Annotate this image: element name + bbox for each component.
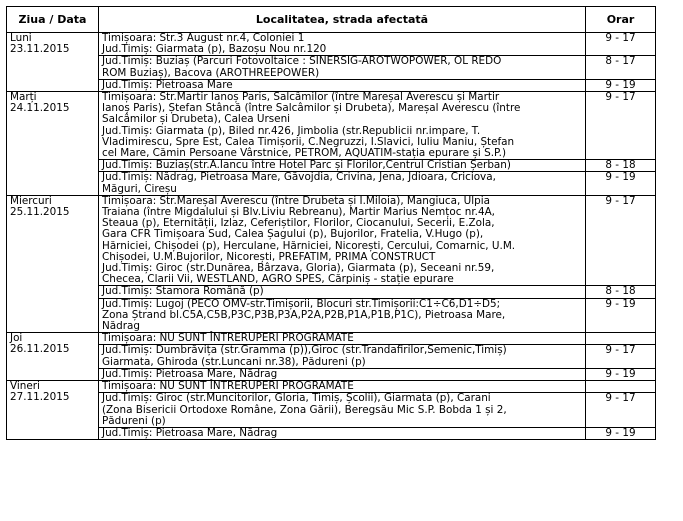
hours-cell: 9 - 17: [586, 92, 656, 160]
location-line: Giarmata, Ghiroda (str.Luncani nr.38), Pădureni (p): [102, 355, 366, 368]
location-line: Timișoara: NU SUNT ÎNTRERUPERI PROGRAMATE: [102, 380, 354, 393]
location-line: Jud.Timiș: Giarmata (p), Biled nr.426, Jimbolia (str.Republicii nr.impare, T.: [102, 124, 481, 137]
location-line: Salcâmilor și Drubeta), Calea Urseni: [102, 113, 291, 126]
header-hours: Orar: [586, 7, 656, 33]
table-row: [7, 286, 656, 298]
location-line: Vladimirescu, Spre Est, Calea Timișorii, C.Negruzzi, I.Slavici, Iuliu Maniu, Ștefan: [102, 135, 515, 148]
location-cell: [99, 368, 586, 380]
location-line: (Zona Bisericii Ortodoxe Române, Zona Gării), Beregsău Mic S.P. Bobda 1 și 2,: [102, 403, 507, 416]
day-name: Marți: [10, 91, 37, 104]
hours-cell: 9 - 19: [586, 79, 656, 91]
location-line: Timișoara: NU SUNT ÎNTRERUPERI PROGRAMATE: [102, 332, 354, 345]
schedule-body: [7, 33, 656, 440]
table-row: [7, 79, 656, 91]
header-location: Localitatea, strada afectată: [99, 7, 586, 33]
day-cell: [7, 92, 99, 196]
hours-cell: 9 - 19: [586, 298, 656, 333]
location-line: Jud.Timiș: Pietroasa Mare, Nădrag: [102, 426, 278, 439]
location-cell: [99, 333, 586, 345]
location-cell: [99, 427, 586, 439]
day-date: 24.11.2015: [10, 102, 70, 115]
header-row: [7, 7, 656, 33]
hours-cell: 9 - 17: [586, 393, 656, 428]
location-line: Jud.Timiș: Nădrag, Pietroasa Mare, Găvojdia, Crivina, Jena, Jdioara, Criciova,: [102, 171, 496, 184]
location-cell: [99, 298, 586, 333]
location-line: Jud.Timiș: Giroc (str.Dunărea, Bârzava, Gloria), Giarmata (p), Seceani nr.59,: [102, 262, 495, 275]
location-line: Traiana (între Migdalului și Blv.Liviu Rebreanu), Martir Marius Nemțoc nr.4A,: [102, 206, 495, 219]
table-row: [7, 33, 656, 56]
location-line: Steaua (p), Eternității, Izlaz, Ceferiștilor, Florilor, Ciocanului, Secerii, E.Zola,: [102, 217, 495, 230]
table-row: [7, 393, 656, 428]
location-line: Jud.Timiș: Giroc (str.Muncitorilor, Gloria, Timiș, Școlii), Giarmata (p), Carani: [102, 392, 491, 405]
location-cell: [99, 56, 586, 79]
table-row: [7, 345, 656, 368]
hours-cell: 8 - 17: [586, 56, 656, 79]
hours-cell: 9 - 17: [586, 195, 656, 286]
day-cell: [7, 33, 99, 92]
location-line: Timișoara: Str.3 August nr.4, Coloniei 1: [102, 32, 305, 44]
location-line: Jud.Timiș: Pietroasa Mare, Nădrag: [102, 367, 278, 380]
location-cell: [99, 160, 586, 172]
day-date: 27.11.2015: [10, 391, 70, 404]
location-line: Checea, Clarii Vii, WESTLAND, AGRO SPES, Cărpiniș - stație epurare: [102, 273, 454, 286]
table-row: [7, 195, 656, 286]
location-cell: [99, 33, 586, 56]
day-date: 25.11.2015: [10, 206, 70, 219]
table-row: [7, 427, 656, 439]
location-line: Ianoș Paris), Ștefan Stâncă (între Salcâmilor și Drubeta), Mareșal Averescu (între: [102, 102, 521, 115]
location-line: Jud.Timiș: Stamora Română (p): [102, 285, 264, 298]
hours-cell: 9 - 17: [586, 345, 656, 368]
table-row: [7, 172, 656, 195]
table-row: [7, 160, 656, 172]
location-line: Măguri, Cireșu: [102, 182, 177, 195]
location-cell: [99, 345, 586, 368]
location-line: Jud.Timiș: Buziaș(str.A.Iancu între Hotel Parc și Florilor,Centrul Cristian Șerban): [102, 159, 511, 172]
day-cell: [7, 195, 99, 332]
location-cell: [99, 381, 586, 393]
day-cell: [7, 381, 99, 440]
day-name: Miercuri: [10, 194, 52, 207]
location-line: Zona Ștrand bl.C5A,C5B,P3C,P3B,P3A,P2A,P2B,P1A,P1B,P1C), Pietroasa Mare,: [102, 308, 506, 321]
day-name: Vineri: [10, 380, 40, 393]
hours-cell: 9 - 19: [586, 368, 656, 380]
location-cell: [99, 286, 586, 298]
location-line: Jud.Timiș: Buziaș (Parcuri Fotovoltaice : SINERSIG-AROTWOPOWER, OL REDO: [102, 55, 502, 68]
table-row: [7, 92, 656, 160]
table-row: [7, 333, 656, 345]
location-line: Nădrag: [102, 320, 140, 333]
location-line: Jud.Timiș: Giarmata (p), Bazoșu Nou nr.120: [102, 43, 327, 56]
day-name: Luni: [10, 32, 32, 44]
location-line: Timișoara: Str.Martir Ianoș Paris, Salcâmilor (între Mareșal Averescu și Martir: [102, 91, 500, 104]
location-line: cel Mare, Cămin Persoane Vârstnice, PETROM, AQUATIM-stația epurare și S.P.): [102, 147, 507, 160]
day-date: 23.11.2015: [10, 43, 70, 56]
location-line: Gara CFR Timișoara Sud, Calea Șagului (p), Bujorilor, Fratelia, V.Hugo (p),: [102, 228, 484, 241]
hours-cell: 9 - 19: [586, 172, 656, 195]
location-cell: [99, 92, 586, 160]
day-date: 26.11.2015: [10, 343, 70, 356]
table-row: [7, 56, 656, 79]
location-cell: [99, 79, 586, 91]
location-line: Jud.Timiș: Dumbrăvița (str.Gramma (p)),Giroc (str.Trandafirilor,Semenic,Timiș): [102, 344, 507, 357]
hours-cell: 9 - 17: [586, 33, 656, 56]
table-row: [7, 381, 656, 393]
location-line: ROM Buziaș), Bacova (AROTHREEPOWER): [102, 66, 320, 79]
table-row: [7, 298, 656, 333]
hours-cell: 9 - 19: [586, 427, 656, 439]
location-line: Chișodei, U.M.Bujorilor, Nicorești, PREFATIM, PRIMA CONSTRUCT: [102, 250, 436, 263]
hours-cell: 8 - 18: [586, 160, 656, 172]
hours-cell: [586, 333, 656, 345]
location-line: Pădureni (p): [102, 414, 166, 427]
location-line: Jud.Timiș: Pietroasa Mare: [102, 78, 233, 91]
location-cell: [99, 195, 586, 286]
hours-cell: 8 - 18: [586, 286, 656, 298]
location-cell: [99, 172, 586, 195]
location-cell: [99, 393, 586, 428]
location-line: Jud.Timiș: Lugoj (PECO OMV-str.Timișorii, Blocuri str.Timișorii:C1÷C6,D1÷D5;: [102, 297, 501, 310]
outage-schedule-table: [6, 6, 656, 440]
location-line: Timișoara: Str.Mareșal Averescu (între Drubeta și I.Miloia), Mangiuca, Ulpia: [102, 194, 490, 207]
hours-cell: [586, 381, 656, 393]
header-day: Ziua / Data: [7, 7, 99, 33]
location-line: Hărniciei, Chișodei (p), Herculane, Hărniciei, Nicorești, Cercului, Comarnic, U.M.: [102, 239, 516, 252]
day-cell: [7, 333, 99, 381]
day-name: Joi: [10, 332, 23, 345]
table-row: [7, 368, 656, 380]
